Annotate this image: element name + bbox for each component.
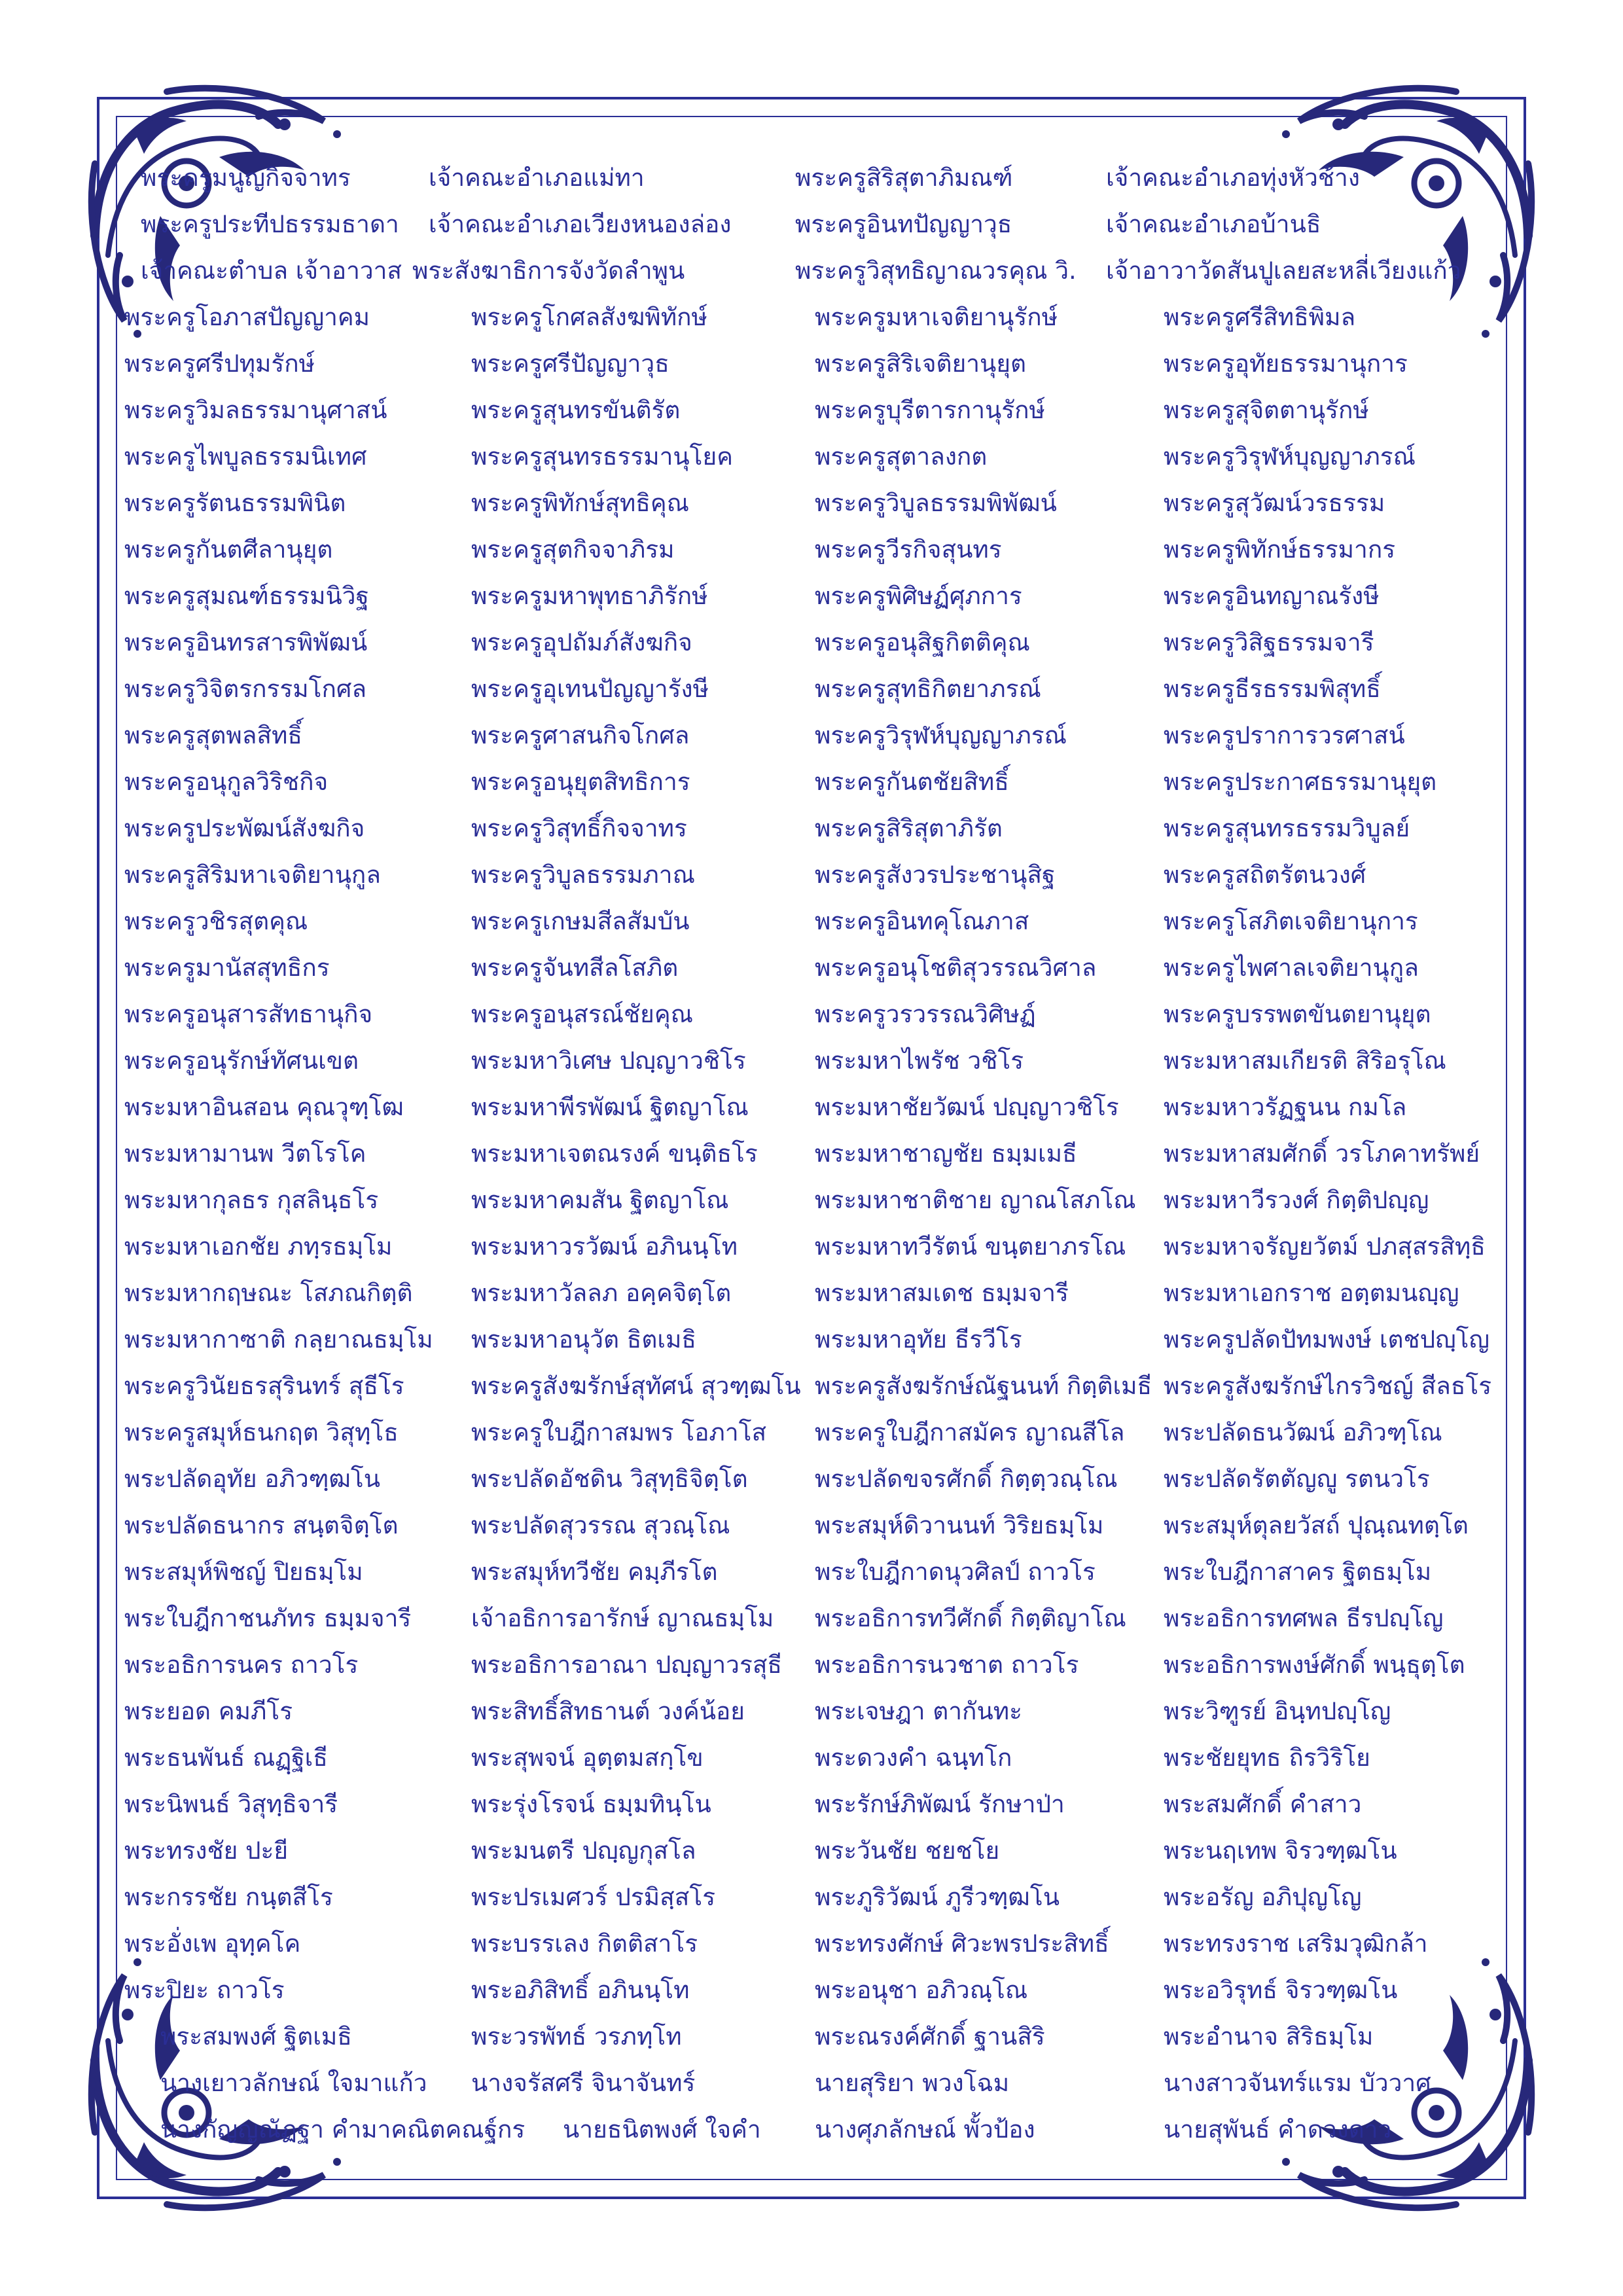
name-entry: เจ้าคณะอำเภอบ้านธิ bbox=[1106, 210, 1321, 238]
list-row bbox=[0, 2017, 1623, 2056]
name-entry: นางสาวจันทร์แรม บัววาศ bbox=[1164, 2069, 1431, 2097]
name-entry: พระครูวิรุฬห์บุญญาภรณ์ bbox=[1164, 442, 1416, 471]
name-entry: พระครูวิสิฐธรรมจารี bbox=[1164, 628, 1374, 656]
name-entry: พระครูรัตนธรรมพินิต bbox=[124, 489, 346, 517]
name-entry: พระปลัดสุวรรณ สุวณฺโณ bbox=[471, 1511, 730, 1539]
name-entry: พระครูกันตศีลานุยุต bbox=[124, 535, 333, 564]
name-entry: พระอธิการพงษ์ศักดิ์ พนฺธุตฺโต bbox=[1164, 1651, 1465, 1679]
name-entry: พระมหาวัลลภ อคฺคจิตฺโต bbox=[471, 1279, 732, 1307]
name-entry: พระอธิการนคร ถาวโร bbox=[124, 1651, 359, 1679]
name-entry: พระวิฑูรย์ อินฺทปญฺโญ bbox=[1164, 1697, 1391, 1725]
name-entry: เจ้าคณะอำเภอแม่ทา bbox=[429, 164, 645, 192]
name-entry: พระครูอินทคุโณภาส bbox=[815, 907, 1029, 935]
name-entry: พระครูวรวรรณวิศิษฏ์ bbox=[815, 1000, 1036, 1028]
name-entry: พระเจษฎา ตากันทะ bbox=[815, 1697, 1022, 1725]
name-entry: พระครูไพศาลเจติยานุกูล bbox=[1164, 954, 1419, 982]
name-entry: พระอธิการทวีศักดิ์ กิตฺติญาโณ bbox=[815, 1604, 1126, 1632]
name-entry: พระปลัดอุทัย อภิวฑฺฒโน bbox=[124, 1465, 381, 1493]
name-entry: พระสมุห์ตุลยวัสถ์ ปุณฺณทตฺโต bbox=[1164, 1511, 1469, 1539]
name-entry: พระยอด คมภีโร bbox=[124, 1697, 293, 1725]
list-row bbox=[0, 437, 1623, 476]
name-entry: พระครูใบฎีกาสมัคร ญาณสีโล bbox=[815, 1418, 1125, 1446]
name-entry: พระครูประพัฒน์สังฆกิจ bbox=[124, 814, 365, 842]
name-entry: พระรุ่งโรจน์ ธมฺมทินฺโน bbox=[471, 1790, 711, 1818]
name-entry: พระอรัญ อภิปุญโญ bbox=[1164, 1883, 1362, 1911]
name-entry: พระครูวชิรสุตคุณ bbox=[124, 907, 308, 935]
list-row bbox=[0, 762, 1623, 802]
name-entry: พระมหาอินสอน คุณวุฑฺโฒ bbox=[124, 1093, 404, 1121]
name-entry: พระครูอุปถัมภ์สังฆกิจ bbox=[471, 628, 692, 656]
name-entry: พระครูสุตพลสิทธิ์ bbox=[124, 721, 302, 749]
name-entry: พระครูสังฆรักษ์ณัฐนนท์ กิตฺติเมธี bbox=[815, 1372, 1152, 1400]
name-entry: พระสุพจน์ อุตฺตมสกฺโข bbox=[471, 1744, 704, 1772]
name-entry: พระครูธีรธรรมพิสุทธิ์ bbox=[1164, 675, 1381, 703]
name-entry: พระปลัดขจรศักดิ์ กิตฺตฺวณฺโณ bbox=[815, 1465, 1118, 1493]
name-entry: พระครูกันตชัยสิทธิ์ bbox=[815, 768, 1009, 796]
list-row bbox=[0, 1506, 1623, 1545]
list-row bbox=[0, 1227, 1623, 1266]
name-entry: พระปลัดอัชดิน วิสุทฺธิจิตฺโต bbox=[471, 1465, 748, 1493]
name-entry: พระมหาวรวัฒน์ อภินนฺโท bbox=[471, 1232, 738, 1261]
name-entry: พระณรงค์ศักดิ์ ฐานสิริ bbox=[815, 2022, 1045, 2051]
list-row bbox=[0, 2064, 1623, 2103]
name-entry: พระสิทธิ์สิทธานต์ วงค์น้อย bbox=[471, 1697, 745, 1725]
name-entry: พระปลัดรัตตัญญู รตนวโร bbox=[1164, 1465, 1430, 1493]
name-entry: พระมหาสมศักดิ์ วรโภคาทรัพย์ bbox=[1164, 1139, 1480, 1168]
name-entry: พระมหาคมสัน ฐิตญาโณ bbox=[471, 1186, 729, 1214]
name-entry: นายสุริยา พวงโฉม bbox=[815, 2069, 1010, 2097]
list-row bbox=[0, 1831, 1623, 1871]
name-entry: พระครูบรรพตขันตยานุยุต bbox=[1164, 1000, 1431, 1028]
name-entry: พระครูสิริเจติยานุยุต bbox=[815, 350, 1027, 378]
name-entry: พระมหาชัยวัฒน์ ปญฺญาวชิโร bbox=[815, 1093, 1119, 1121]
list-row bbox=[0, 1274, 1623, 1313]
name-entry: พระปรเมศวร์ ปรมิสฺสโร bbox=[471, 1883, 716, 1911]
list-row bbox=[0, 1785, 1623, 1824]
list-row bbox=[0, 344, 1623, 384]
name-entry: พระมหากาซาติ กลฺยาณธมฺโม bbox=[124, 1325, 433, 1354]
name-entry: พระครูโกศลสังฆพิทักษ์ bbox=[471, 303, 707, 331]
name-entry: พระชัยยุทธ ถิรวิริโย bbox=[1164, 1744, 1370, 1772]
name-entry: พระอธิการอาณา ปญฺญาวรสุธี bbox=[471, 1651, 782, 1679]
list-row bbox=[0, 948, 1623, 988]
list-row bbox=[0, 1041, 1623, 1081]
name-entry: พระมหาไพรัช วชิโร bbox=[815, 1047, 1024, 1075]
name-entry: พระครูสิริสุตาภิรัต bbox=[815, 814, 1003, 842]
name-entry: เจ้าอธิการอารักษ์ ญาณธมฺโม bbox=[471, 1604, 774, 1632]
name-entry: พระครูไพบูลธรรมนิเทศ bbox=[124, 442, 367, 471]
name-entry: เจ้าอาวาวัดสันปูเลยสะหลี่เวียงแก้ว bbox=[1106, 257, 1461, 285]
list-row bbox=[0, 1088, 1623, 1127]
name-entry: พระครูมนูญกิจจาทร bbox=[141, 164, 351, 192]
name-entry: พระทรงศักษ์ ศิวะพรประสิทธิ์ bbox=[815, 1929, 1109, 1958]
name-entry: พระครูพิทักษ์ธรรมากร bbox=[1164, 535, 1396, 564]
name-entry: พระอวิรุทธ์ จิรวฑฺฒโน bbox=[1164, 1976, 1398, 2004]
name-entry: พระปิยะ ถาวโร bbox=[124, 1976, 285, 2004]
name-entry: เจ้าคณะอำเภอทุ่งหัวช้าง bbox=[1106, 164, 1360, 192]
name-entry: พระมหาสมเกียรติ สิริอรุโณ bbox=[1164, 1047, 1446, 1075]
name-entry: พระครูอุเทนปัญญารังษี bbox=[471, 675, 709, 703]
name-entry: นายธนิตพงศ์ ใจคำ bbox=[563, 2115, 761, 2144]
name-entry: พระครูพิศิษฏ์ศุภการ bbox=[815, 582, 1022, 610]
name-entry: พระมหาเอกราช อตฺตมนญฺญ bbox=[1164, 1279, 1459, 1307]
name-entry: พระครูสมุห์ธนกฤต วิสุทฺโธ bbox=[124, 1418, 399, 1446]
name-entry: พระครูมานัสสุทธิกร bbox=[124, 954, 330, 982]
name-entry: พระอำนาจ สิริธมฺโม bbox=[1164, 2022, 1374, 2051]
name-entry: พระครูวีรกิจสุนทร bbox=[815, 535, 1002, 564]
name-entry: พระมหากฤษณะ โสภณกิตฺติ bbox=[124, 1279, 413, 1307]
name-entry: พระมหาทวีรัตน์ ขนฺตยาภรโณ bbox=[815, 1232, 1126, 1261]
list-row bbox=[0, 623, 1623, 662]
name-entry: พระครูสุตกิจจาภิรม bbox=[471, 535, 675, 564]
name-entry: พระครูโอภาสปัญญาคม bbox=[124, 303, 370, 331]
list-row bbox=[0, 251, 1623, 291]
name-entry: พระครูสังวรประชานุสิฐ bbox=[815, 861, 1056, 889]
name-entry: พระครูจันทสีลโสภิต bbox=[471, 954, 679, 982]
list-row bbox=[0, 484, 1623, 523]
name-entry: พระครูอนุสิฐกิตติคุณ bbox=[815, 628, 1030, 656]
name-entry: นางเยาวลักษณ์ ใจมาแก้ว bbox=[160, 2069, 427, 2097]
name-entry: พระครูสุนทรธรรมานุโยค bbox=[471, 442, 733, 471]
name-entry: พระครูปลัดปัทมพงษ์ เตชปญฺโญ bbox=[1164, 1325, 1490, 1354]
name-entry: พระครูมหาเจติยานุรักษ์ bbox=[815, 303, 1058, 331]
name-entry: พระครูสังฆรักษ์สุทัศน์ สุวฑฺฒโน bbox=[471, 1372, 801, 1400]
name-entry: พระครูวิจิตรกรรมโกศล bbox=[124, 675, 367, 703]
name-entry: พระครูวิสุทธิ์กิจจาทร bbox=[471, 814, 687, 842]
list-row bbox=[0, 1134, 1623, 1174]
name-entry: พระนฤเทพ จิรวฑฺฒโน bbox=[1164, 1837, 1397, 1865]
name-entry: พระวันชัย ชยชโย bbox=[815, 1837, 1000, 1865]
name-entry: พระใบฎีกาสาคร ฐิตธมฺโม bbox=[1164, 1558, 1432, 1586]
name-entry: พระครูอนุสรณ์ชัยคุณ bbox=[471, 1000, 693, 1028]
list-row bbox=[0, 391, 1623, 430]
name-entry: พระครูอนุสารสัทธานุกิจ bbox=[124, 1000, 373, 1028]
name-entry: พระครูวิมลธรรมานุศาสน์ bbox=[124, 396, 387, 424]
name-entry: พระมหากุลธร กุสลินฺธโร bbox=[124, 1186, 379, 1214]
name-entry: พระภูริวัฒน์ ภูรีวฑฺฒโน bbox=[815, 1883, 1060, 1911]
name-entry: พระนิพนธ์ วิสุทฺธิจารี bbox=[124, 1790, 338, 1818]
name-entry: พระมหาวิเศษ ปญฺญาวชิโร bbox=[471, 1047, 746, 1075]
name-entry: พระครูบุรีตารกานุรักษ์ bbox=[815, 396, 1045, 424]
name-entry: พระใบฎีกาชนภัทร ธมฺมจารี bbox=[124, 1604, 412, 1632]
name-entry: พระครูอินทรสารพิพัฒน์ bbox=[124, 628, 368, 656]
name-entry: นายสุพันธ์ คำดวงดาว bbox=[1164, 2115, 1392, 2144]
list-row bbox=[0, 2110, 1623, 2149]
name-entry: พระทรงราช เสริมวุฒิกล้า bbox=[1164, 1929, 1428, 1958]
name-entry: พระปลัดธนากร สนฺตจิตฺโต bbox=[124, 1511, 399, 1539]
name-entry: พระครูอินทปัญญาวุธ bbox=[795, 210, 1012, 238]
list-row bbox=[0, 809, 1623, 848]
name-entry: พระทรงชัย ปะยี bbox=[124, 1837, 289, 1865]
name-entry: พระมหาเอกชัย ภทฺรธมฺโม bbox=[124, 1232, 393, 1261]
name-entry: พระครูวินัยธรสุรินทร์ สุธีโร bbox=[124, 1372, 404, 1400]
name-entry: พระสมุห์พิชญ์ ปิยธมฺโม bbox=[124, 1558, 363, 1586]
name-entry: พระมหาจรัญยวัตม์ ปภสฺสรสิทฺธิ bbox=[1164, 1232, 1486, 1261]
name-entry: พระอนุชา อภิวณฺโณ bbox=[815, 1976, 1028, 2004]
name-entry: พระอภิสิทธิ์ อภินนฺโท bbox=[471, 1976, 690, 2004]
name-entry: พระครูอนุกูลวิริชกิจ bbox=[124, 768, 329, 796]
name-entry: พระธนพันธ์ ณฏฺฐิเธี bbox=[124, 1744, 328, 1772]
name-entry: พระครูวิบูลธรรมพิพัฒน์ bbox=[815, 489, 1057, 517]
name-entry: พระมหาวีรวงศ์ กิตฺติปญฺญ bbox=[1164, 1186, 1429, 1214]
name-entry: พระครูพิทักษ์สุทธิคุณ bbox=[471, 489, 689, 517]
list-row bbox=[0, 1599, 1623, 1638]
name-entry: พระครูสิริมหาเจติยานุกูล bbox=[124, 861, 381, 889]
name-entry: พระครูศรีปทุมรักษ์ bbox=[124, 350, 315, 378]
name-entry: พระสมุห์ดิวานนท์ วิริยธมฺโม bbox=[815, 1511, 1104, 1539]
name-entry: พระอธิการทศพล ธีรปญฺโญ bbox=[1164, 1604, 1444, 1632]
name-entry: พระครูสุมณฑ์ธรรมนิวิฐ bbox=[124, 582, 369, 610]
list-row bbox=[0, 1692, 1623, 1731]
name-entry: พระครูใบฎีกาสมพร โอภาโส bbox=[471, 1418, 767, 1446]
name-entry: พระสมศักดิ์ คำสาว bbox=[1164, 1790, 1362, 1818]
name-entry: พระมหาอนุวัต ธิตเมธิ bbox=[471, 1325, 697, 1354]
list-row bbox=[0, 1878, 1623, 1917]
list-row bbox=[0, 716, 1623, 755]
list-row bbox=[0, 1460, 1623, 1499]
name-entry: พระครูสุนทรธรรมวิบูลย์ bbox=[1164, 814, 1410, 842]
name-entry: พระปลัดธนวัฒน์ อภิวฑฺโณ bbox=[1164, 1418, 1442, 1446]
name-entry: พระมหาสมเดช ธมฺมจารี bbox=[815, 1279, 1069, 1307]
list-row bbox=[0, 902, 1623, 941]
name-entry: พระครูศรีปัญญาวุธ bbox=[471, 350, 669, 378]
name-entry: เจ้าคณะอำเภอเวียงหนองล่อง bbox=[429, 210, 732, 238]
name-entry: พระครูสังฆรักษ์ไกรวิชญ์ สีลธโร bbox=[1164, 1372, 1492, 1400]
list-row bbox=[0, 855, 1623, 895]
list-row bbox=[0, 1320, 1623, 1359]
list-row bbox=[0, 530, 1623, 569]
list-row bbox=[0, 298, 1623, 337]
name-entry: พระดวงคำ ฉนฺทโก bbox=[815, 1744, 1012, 1772]
list-row bbox=[0, 1971, 1623, 2010]
name-entry: พระครูอนุยุตสิทธิการ bbox=[471, 768, 690, 796]
name-entry: พระสมพงศ์ ฐิตเมธิ bbox=[160, 2022, 352, 2051]
name-entry: นางจรัสศรี จินาจันทร์ bbox=[471, 2069, 696, 2097]
list-row bbox=[0, 1367, 1623, 1406]
name-entry: พระมหาชาติชาย ญาณโสภโณ bbox=[815, 1186, 1136, 1214]
name-entry: พระครูศาสนกิจโกศล bbox=[471, 721, 690, 749]
list-row bbox=[0, 1924, 1623, 1964]
name-entry: พระครูอนุโชติสุวรรณวิศาล bbox=[815, 954, 1097, 982]
name-entry: พระครูสุทธิกิตยาภรณ์ bbox=[815, 675, 1041, 703]
name-entry: พระครูมหาพุทธาภิรักษ์ bbox=[471, 582, 708, 610]
name-entry: พระครูเกษมสีลสัมบัน bbox=[471, 907, 690, 935]
name-entry: พระครูวิบูลธรรมภาณ bbox=[471, 861, 695, 889]
name-entry: พระครูสิริสุตาภิมณฑ์ bbox=[795, 164, 1013, 192]
name-entry: พระอั่งเพ อุทฺคโค bbox=[124, 1929, 301, 1958]
name-entry: พระอธิการนวชาต ถาวโร bbox=[815, 1651, 1079, 1679]
name-entry: นางศุภลักษณ์ พั้วป้อง bbox=[815, 2115, 1035, 2144]
name-entry: พระใบฎีกาดนุวศิลป์ ถาวโร bbox=[815, 1558, 1096, 1586]
name-entry: พระครูสถิตรัตนวงศ์ bbox=[1164, 861, 1366, 889]
list-row bbox=[0, 1181, 1623, 1220]
name-entry: พระมหาเจตณรงค์ ขนฺติธโร bbox=[471, 1139, 758, 1168]
name-entry: นางกัญญณัฏฐา คำมาคณิตคณฐ์กร bbox=[160, 2115, 526, 2144]
name-entry: พระครูศรีสิทธิพิมล bbox=[1164, 303, 1356, 331]
name-entry: พระกรรชัย กนฺตสีโร bbox=[124, 1883, 333, 1911]
list-row bbox=[0, 995, 1623, 1034]
list-row bbox=[0, 577, 1623, 616]
list-row bbox=[0, 1552, 1623, 1592]
name-entry: พระครูประกาศธรรมานุยุต bbox=[1164, 768, 1437, 796]
name-entry: พระครูสุตาลงกต bbox=[815, 442, 988, 471]
name-entry: พระครูปราการวรศาสน์ bbox=[1164, 721, 1405, 749]
list-row bbox=[0, 205, 1623, 244]
name-entry: พระมหาชาญชัย ธมฺมเมธี bbox=[815, 1139, 1077, 1168]
list-row bbox=[0, 158, 1623, 198]
name-entry: พระสังฆาธิการจังวัดลำพูน bbox=[412, 257, 685, 285]
name-entry: พระสมุห์ทวีชัย คมฺภีรโต bbox=[471, 1558, 718, 1586]
name-entry: พระครูอนุรักษ์ทัศนเขต bbox=[124, 1047, 359, 1075]
list-row bbox=[0, 1645, 1623, 1685]
name-entry: พระครูอุทัยธรรมานุการ bbox=[1164, 350, 1408, 378]
name-entry: พระครูโสภิตเจติยานุการ bbox=[1164, 907, 1418, 935]
name-entry: พระครูสุจิตตานุรักษ์ bbox=[1164, 396, 1369, 424]
name-entry: พระครูอินทญาณรังษี bbox=[1164, 582, 1380, 610]
list-row bbox=[0, 1413, 1623, 1452]
name-entry: พระมหาพีรพัฒน์ ฐิตญาโณ bbox=[471, 1093, 749, 1121]
name-entry: พระครูวิรุฬห์บุญญาภรณ์ bbox=[815, 721, 1067, 749]
name-entry: เจ้าคณะตำบล เจ้าอาวาส bbox=[141, 257, 402, 285]
name-entry: พระมหาอุทัย ธีรวีโร bbox=[815, 1325, 1022, 1354]
name-entry: พระรักษ์ภิพัฒน์ รักษาป่า bbox=[815, 1790, 1065, 1818]
name-entry: พระครูสุนทรขันติรัต bbox=[471, 396, 681, 424]
name-entry: พระมหามานพ วีตโรโค bbox=[124, 1139, 366, 1168]
list-row bbox=[0, 1738, 1623, 1778]
name-entry: พระมนตรี ปญฺญกุสโล bbox=[471, 1837, 696, 1865]
name-entry: พระครูสุวัฒน์วรธรรม bbox=[1164, 489, 1385, 517]
name-entry: พระมหาวรัฏฐนน กมโล bbox=[1164, 1093, 1407, 1121]
name-entry: พระวรพัทธ์ วรภทฺโท bbox=[471, 2022, 682, 2051]
list-row bbox=[0, 670, 1623, 709]
name-entry: พระครูวิสุทธิญาณวรคุณ วิ. bbox=[795, 257, 1077, 285]
name-entry: พระบรรเลง กิตติสาโร bbox=[471, 1929, 698, 1958]
name-entry: พระครูประทีปธรรมธาดา bbox=[141, 210, 399, 238]
